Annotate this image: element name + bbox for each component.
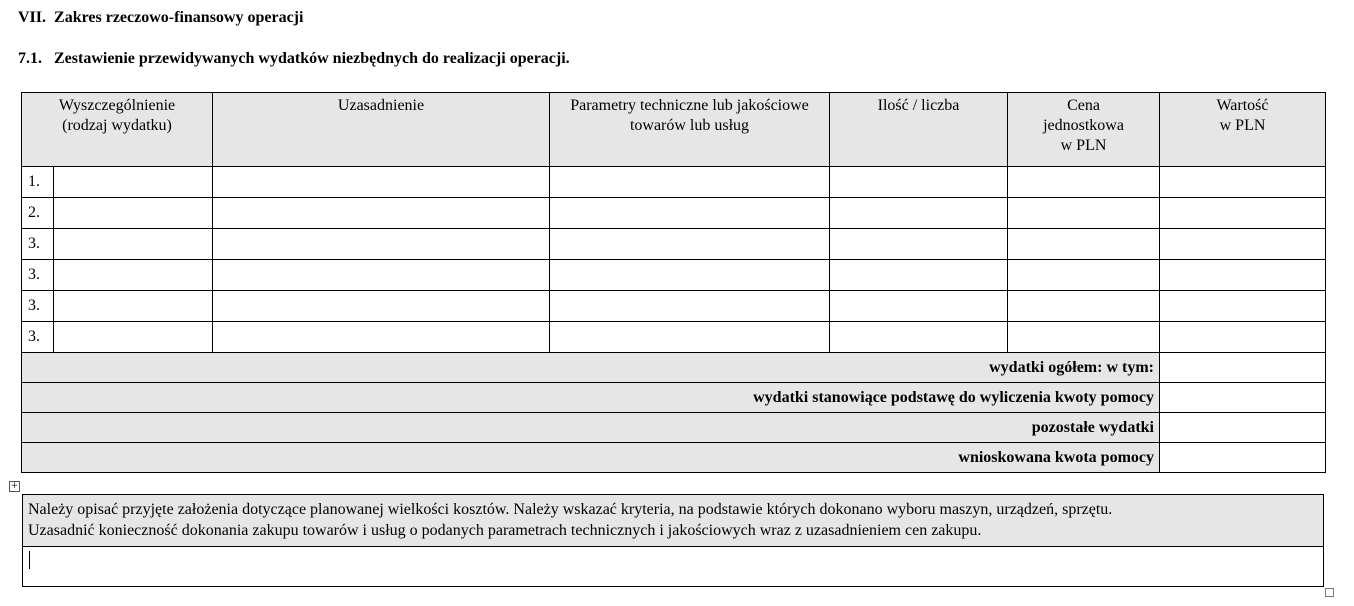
cell-quantity[interactable] [830, 229, 1008, 260]
cell-item-type[interactable] [54, 291, 213, 322]
instruction-line: Uzasadnić konieczność dokonania zakupu towarów i usług o podanych parametrach technicznych i jakościowych wraz z uzasadnieniem cen zakupu. [28, 522, 982, 539]
row-number: 3. [22, 229, 54, 260]
row-number: 2. [22, 198, 54, 229]
cell-value[interactable] [1160, 198, 1326, 229]
expenses-table [21, 92, 1326, 473]
header-text: Wyszczególnienie [58, 97, 176, 114]
cell-item-type[interactable] [54, 167, 213, 198]
subsection-title [18, 50, 570, 68]
description-input[interactable] [23, 547, 1323, 587]
section-title-text: Zakres rzeczowo-finansowy operacji [54, 9, 304, 26]
description-box [22, 494, 1324, 587]
cell-unit-price[interactable] [1008, 229, 1160, 260]
summary-label: wnioskowana kwota pomocy [22, 443, 1160, 473]
summary-row-eligible [22, 383, 1326, 413]
summary-eligible-value[interactable] [1160, 383, 1326, 413]
cell-parameters[interactable] [550, 291, 830, 322]
cell-quantity[interactable] [830, 322, 1008, 353]
cell-item-type[interactable] [54, 229, 213, 260]
header-text: Uzasadnienie [337, 97, 425, 114]
cell-parameters[interactable] [550, 198, 830, 229]
cell-unit-price[interactable] [1008, 291, 1160, 322]
cell-unit-price[interactable] [1008, 198, 1160, 229]
row-number: 3. [22, 260, 54, 291]
table-header-row [22, 93, 1326, 167]
summary-other-value[interactable] [1160, 413, 1326, 443]
header-text: w PLN [1219, 117, 1266, 134]
cell-quantity[interactable] [830, 291, 1008, 322]
header-text: Parametry techniczne lub jakościowe [570, 97, 809, 114]
summary-row-total [22, 353, 1326, 383]
cell-parameters[interactable] [550, 167, 830, 198]
cell-quantity[interactable] [830, 260, 1008, 291]
text-caret [29, 551, 30, 569]
row-number: 3. [22, 291, 54, 322]
table-row [22, 260, 1326, 291]
row-number: 3. [22, 322, 54, 353]
cell-item-type[interactable] [54, 322, 213, 353]
cell-item-type[interactable] [54, 198, 213, 229]
header-item-type [22, 93, 213, 167]
cell-justification[interactable] [213, 291, 550, 322]
header-text: w PLN [1060, 137, 1107, 154]
cell-parameters[interactable] [550, 260, 830, 291]
cell-quantity[interactable] [830, 167, 1008, 198]
header-text: (rodzaj wydatku) [62, 117, 172, 134]
instruction-line: Należy opisać przyjęte założenia dotyczące planowanej wielkości kosztów. Należy wskazać kryteria, na podstawie których dokonano wyboru maszyn, urządzeń, sprzętu. [28, 501, 1113, 518]
cell-unit-price[interactable] [1008, 322, 1160, 353]
header-unit-price [1008, 93, 1160, 167]
summary-row-other [22, 413, 1326, 443]
cell-value[interactable] [1160, 260, 1326, 291]
table-row [22, 198, 1326, 229]
description-instructions [23, 495, 1323, 547]
summary-label: wydatki stanowiące podstawę do wyliczenia kwoty pomocy [22, 383, 1160, 413]
header-value [1160, 93, 1326, 167]
row-number: 1. [22, 167, 54, 198]
header-text: Ilość / liczba [877, 97, 960, 114]
cell-value[interactable] [1160, 291, 1326, 322]
cell-parameters[interactable] [550, 322, 830, 353]
table-row [22, 322, 1326, 353]
table-row [22, 167, 1326, 198]
header-text: jednostkowa [1043, 117, 1124, 134]
header-quantity [830, 93, 1008, 167]
header-text: Cena [1067, 97, 1100, 114]
cell-justification[interactable] [213, 322, 550, 353]
cell-value[interactable] [1160, 167, 1326, 198]
subsection-title-text: Zestawienie przewidywanych wydatków niezbędnych do realizacji operacji. [54, 50, 570, 67]
cell-unit-price[interactable] [1008, 260, 1160, 291]
table-row [22, 229, 1326, 260]
cell-quantity[interactable] [830, 198, 1008, 229]
section-number: VII. [18, 9, 47, 26]
summary-label: pozostałe wydatki [22, 413, 1160, 443]
cell-justification[interactable] [213, 260, 550, 291]
resize-icon[interactable] [1325, 588, 1334, 597]
cell-justification[interactable] [213, 198, 550, 229]
header-text: Wartość [1216, 97, 1269, 114]
summary-requested-value[interactable] [1160, 443, 1326, 473]
summary-row-requested [22, 443, 1326, 473]
summary-label: wydatki ogółem: w tym: [22, 353, 1160, 383]
cell-justification[interactable] [213, 229, 550, 260]
header-justification [213, 93, 550, 167]
cell-value[interactable] [1160, 229, 1326, 260]
header-parameters [550, 93, 830, 167]
cell-justification[interactable] [213, 167, 550, 198]
table-row [22, 291, 1326, 322]
section-title [18, 9, 303, 27]
cell-item-type[interactable] [54, 260, 213, 291]
cell-unit-price[interactable] [1008, 167, 1160, 198]
header-text: towarów lub usług [629, 117, 750, 134]
cell-value[interactable] [1160, 322, 1326, 353]
cell-parameters[interactable] [550, 229, 830, 260]
move-icon[interactable]: + [10, 481, 19, 491]
summary-total-value[interactable] [1160, 353, 1326, 383]
subsection-number: 7.1. [18, 50, 42, 67]
